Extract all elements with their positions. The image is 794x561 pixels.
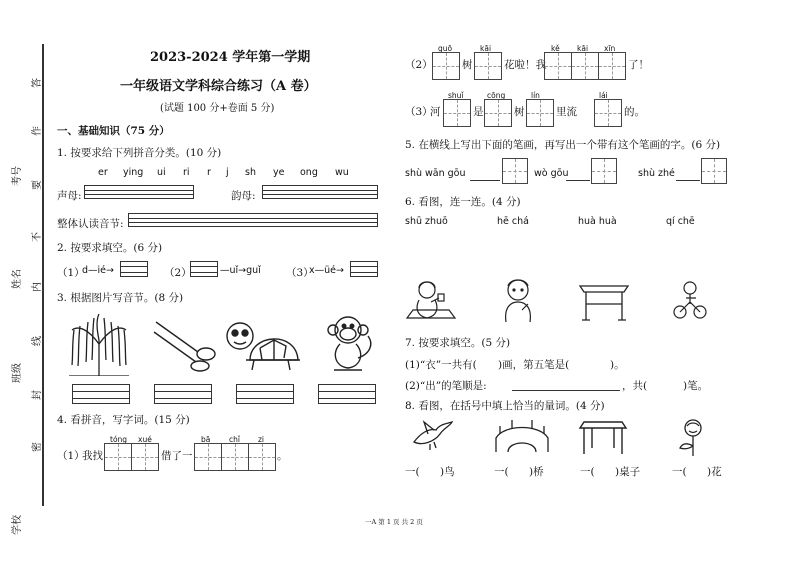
pinyin: bā <box>201 435 211 444</box>
seal-char-da: 答 <box>32 78 43 88</box>
score-note: (试题 100 分+卷面 5 分) <box>160 103 275 114</box>
table-picture <box>578 420 628 454</box>
q7-line1-c: )。 <box>610 359 625 371</box>
exam-title: 一年级语文学科综合练习（A 卷） <box>120 79 317 94</box>
writing-box[interactable] <box>598 52 626 80</box>
page-footer: 一A 第 1 页 共 2 页 <box>365 518 423 526</box>
section-heading: 一、基础知识（75 分） <box>57 125 170 137</box>
syllable: sh <box>245 167 256 178</box>
q7-line1-b: )画，第五笔是( <box>498 359 570 371</box>
boy-drawing-picture[interactable] <box>498 276 542 324</box>
q4-item2-w3: 了！ <box>628 59 649 71</box>
q8-item3-b: )桌子 <box>615 466 641 478</box>
syllable: r <box>207 167 211 178</box>
syllable: wu <box>335 167 349 178</box>
binding-margin <box>0 0 55 561</box>
q2-item2-box[interactable] <box>190 261 218 277</box>
q4-item3-w3: 树 <box>514 106 525 118</box>
stroke-answer-line-2[interactable] <box>566 180 590 181</box>
willow-tree-picture <box>64 310 134 376</box>
writing-box[interactable] <box>432 52 460 80</box>
zhengti-answer-lines[interactable] <box>128 213 378 227</box>
stroke-answer-line-1[interactable] <box>470 180 500 181</box>
syllable: ye <box>273 167 285 178</box>
q4-item2-w2: 花啦！我 <box>504 59 546 71</box>
writing-box[interactable] <box>594 99 622 127</box>
seal-char-xian: 线 <box>32 336 43 346</box>
q4-item3-w2: 是 <box>473 106 484 118</box>
q2-item1-box[interactable] <box>120 261 148 277</box>
match-word-2[interactable]: hē chá <box>497 216 529 227</box>
writing-box[interactable] <box>474 52 502 80</box>
q3-answer-grid-1[interactable] <box>72 384 130 404</box>
q3-answer-grid-3[interactable] <box>236 384 294 404</box>
seal-char-zuo: 作 <box>32 126 43 136</box>
q4-item1-end: 。 <box>277 450 288 462</box>
q4-item1-num: （1） <box>57 450 85 462</box>
stroke-char-box-2[interactable] <box>591 158 617 184</box>
q7-line2-a: (2)“出”的笔顺是: <box>405 380 487 392</box>
flower-picture <box>676 418 710 456</box>
q4-item3-w1: 河 <box>430 106 441 118</box>
pinyin: lái <box>599 91 608 100</box>
examno-label: 考号 <box>12 166 23 186</box>
pinyin: tóng <box>110 435 128 444</box>
q3-answer-grid-2[interactable] <box>154 384 212 404</box>
desk-picture[interactable] <box>576 278 632 322</box>
q2-item2-num: （2） <box>164 267 192 279</box>
q4-item1-mid: 借了一 <box>161 450 193 462</box>
stroke-char-box-3[interactable] <box>701 158 727 184</box>
pinyin: zi <box>258 435 265 444</box>
q4-prompt: 4. 看拼音，写字词。(15 分) <box>57 414 190 426</box>
writing-box[interactable] <box>571 52 599 80</box>
q4-item1-before: 我找 <box>82 450 103 462</box>
syllable: j <box>226 167 229 178</box>
writing-box[interactable] <box>526 99 554 127</box>
pinyin: chǐ <box>229 435 240 444</box>
q1-prompt: 1. 按要求给下列拼音分类。(10 分) <box>57 147 222 159</box>
q8-item3-a: 一( <box>580 466 595 478</box>
writing-box[interactable] <box>484 99 512 127</box>
school-label: 学校 <box>12 515 23 535</box>
shengmu-label: 声母: <box>57 190 82 202</box>
stroke-name-2: wò gōu <box>534 168 569 179</box>
writing-box[interactable] <box>443 99 471 127</box>
q6-prompt: 6. 看图，连一连。(4 分) <box>405 196 521 208</box>
seal-char-bu: 不 <box>32 232 43 242</box>
q7-prompt: 7. 按要求填空。(5 分) <box>405 337 511 349</box>
writing-box[interactable] <box>104 443 132 471</box>
q3-prompt: 3. 根据图片写音节。(8 分) <box>57 292 184 304</box>
q4-item3-w5: 的。 <box>624 106 645 118</box>
q2-item3-box[interactable] <box>350 261 378 277</box>
match-word-3[interactable]: huà huà <box>578 216 617 227</box>
q2-item2-text: —uǐ→guǐ <box>220 265 261 276</box>
syllable: ong <box>300 167 318 178</box>
writing-box[interactable] <box>544 52 572 80</box>
q2-item1-num: （1） <box>57 267 85 279</box>
q3-answer-grid-4[interactable] <box>318 384 376 404</box>
q8-item1-b: )鸟 <box>440 466 455 478</box>
q4-item3-num: （3） <box>405 106 433 118</box>
syllable: er <box>98 167 108 178</box>
stroke-order-answer-line[interactable] <box>512 390 620 391</box>
writing-box[interactable] <box>194 443 222 471</box>
q5-prompt: 5. 在横线上写出下面的笔画，再写出一个带有这个笔画的字。(6 分) <box>405 139 721 151</box>
match-word-1[interactable]: shū zhuō <box>405 216 448 227</box>
zhengti-label: 整体认读音节: <box>57 218 124 230</box>
writing-box[interactable] <box>248 443 276 471</box>
q4-item2-w1: 树 <box>462 59 473 71</box>
seal-char-mi: 密 <box>32 442 43 452</box>
q2-item3-num: （3） <box>286 267 314 279</box>
pinyin: kāi <box>480 44 492 53</box>
syllable: ri <box>183 167 190 178</box>
year-term: 2023-2024 学年第一学期 <box>150 50 311 65</box>
stroke-name-3: shù zhé <box>638 168 675 179</box>
q4-item3-w4: 里流 <box>556 106 577 118</box>
bridge-picture <box>494 416 550 454</box>
scissors-picture <box>150 318 220 372</box>
stroke-char-box-1[interactable] <box>502 158 528 184</box>
binding-line <box>42 44 44 506</box>
stroke-answer-line-3[interactable] <box>676 180 700 181</box>
turtle-picture <box>222 316 302 374</box>
pinyin: guō <box>438 44 453 53</box>
q2-prompt: 2. 按要求填空。(6 分) <box>57 242 163 254</box>
pinyin: kāi <box>577 44 589 53</box>
writing-box[interactable] <box>131 443 159 471</box>
name-label: 姓名 <box>12 269 23 289</box>
pinyin: xīn <box>604 44 616 53</box>
seal-char-yao: 要 <box>32 180 43 190</box>
pinyin: shuǐ <box>448 91 464 100</box>
seal-char-nei: 内 <box>32 282 43 292</box>
syllable: ying <box>123 167 144 178</box>
q4-item2-num: （2） <box>405 59 433 71</box>
pinyin: lín <box>531 91 540 100</box>
q8-item4-b: )花 <box>707 466 722 478</box>
q8-item1-a: 一( <box>405 466 420 478</box>
pinyin: cōng <box>487 91 506 100</box>
q2-item1-text: d—ié→ <box>82 265 114 276</box>
yunmu-answer-lines[interactable] <box>262 185 378 199</box>
stroke-name-1: shù wān gōu <box>405 168 466 179</box>
boy-bike-picture[interactable] <box>672 280 708 320</box>
q8-item4-a: 一( <box>672 466 687 478</box>
yunmu-label: 韵母: <box>231 190 256 202</box>
q2-item3-text: x—üé→ <box>309 265 344 276</box>
q7-line1-a: (1)“衣”一共有( <box>405 359 477 371</box>
pinyin: xué <box>138 435 152 444</box>
pinyin: kě <box>551 44 560 53</box>
shengmu-answer-lines[interactable] <box>84 185 194 199</box>
monkey-picture <box>318 314 380 374</box>
q7-line2-b: ，共( <box>622 380 648 392</box>
syllable: ui <box>157 167 166 178</box>
bird-picture <box>410 418 454 452</box>
girl-tea-picture[interactable] <box>405 278 457 322</box>
writing-box[interactable] <box>221 443 249 471</box>
q7-line2-c: )笔。 <box>683 380 709 392</box>
match-word-4[interactable]: qí chē <box>666 216 695 227</box>
q8-item2-a: 一( <box>494 466 509 478</box>
seal-char-feng: 封 <box>32 390 43 400</box>
q8-prompt: 8. 看图，在括号中填上恰当的量词。(4 分) <box>405 400 605 412</box>
class-label: 班级 <box>12 363 23 383</box>
q8-item2-b: )桥 <box>529 466 544 478</box>
